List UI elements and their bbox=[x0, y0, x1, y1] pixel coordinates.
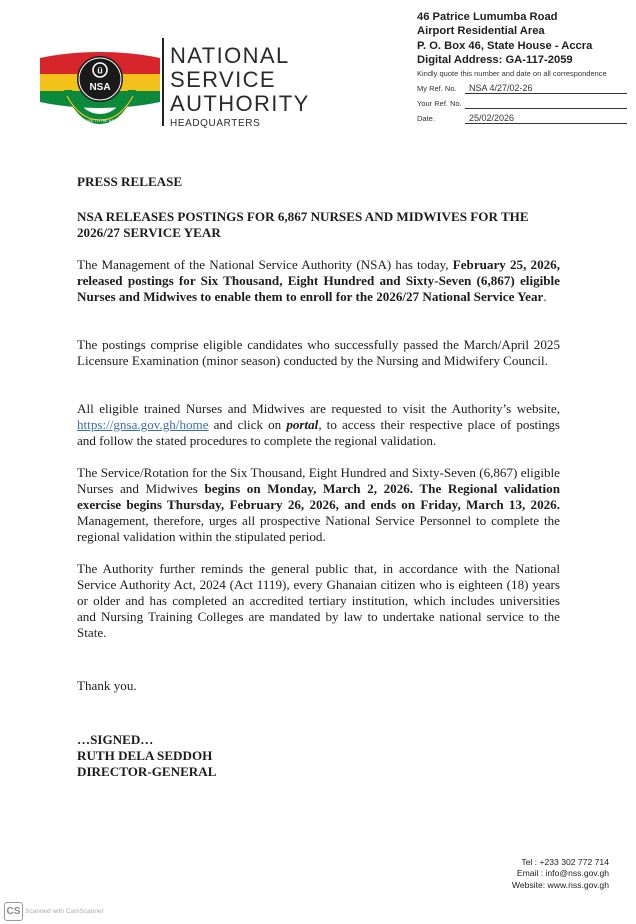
address-line: 46 Patrice Lumumba Road bbox=[417, 11, 558, 23]
closing bbox=[77, 678, 560, 694]
date-label: Date. bbox=[417, 114, 435, 123]
your-ref-field bbox=[417, 99, 467, 108]
contact-tel: Tel : +233 302 772 714 bbox=[521, 857, 609, 867]
date-field bbox=[417, 113, 515, 123]
my-ref-value: NSA 4/27/02-26 bbox=[469, 83, 533, 93]
signatory-name: RUTH DELA SEDDOH bbox=[77, 748, 213, 763]
title-line: 2026/27 SERVICE YEAR bbox=[77, 225, 221, 240]
paragraph-5 bbox=[77, 561, 560, 641]
org-name-line: SERVICE bbox=[170, 67, 276, 92]
p5-text: The Authority further reminds the general public that, in accordance with the National Service Authority Act, 2024 (Act 1119), every Ghanaian citizen who is eighteen (18) years or older and has completed an accredited tertiary institution, which includes universities and Nursing Training Colleges are mandated by law to undertake national service to the State. bbox=[77, 561, 560, 640]
paragraph-2 bbox=[77, 337, 560, 369]
my-ref-label: My Ref. No. bbox=[417, 84, 457, 93]
my-ref-field bbox=[417, 83, 533, 93]
p1-bold: February 25, 2026, released postings for Six Thousand, Eight Hundred and Sixty-Seven (6,867) eligible Nurses and Midwives to enable them to enroll for the 2026/27 National Service Year bbox=[77, 257, 560, 304]
scanner-text: Scanned with CamScanner bbox=[25, 908, 104, 915]
quote-note: Kindly quote this number and date on all correspondence bbox=[417, 69, 607, 79]
p2-text: The postings comprise eligible candidates who successfully passed the March/April 2025 Licensure Examination (minor season) conducted by the Nursing and Midwifery Council. bbox=[77, 337, 560, 368]
p4-text: The Service/Rotation for the Six Thousand, Eight Hundred and Sixty-Seven (6,867) eligible Nurses and Midwives bbox=[77, 465, 560, 496]
signed-mark: …SIGNED… bbox=[77, 732, 154, 747]
p3-mid: and click on bbox=[208, 417, 282, 432]
p4-bold: begins on Monday, March 2, 2026. The Regional validation exercise begins Thursday, February 26, 2026, and ends on Friday, March 13, 2026. bbox=[77, 481, 560, 512]
p1-end: . bbox=[543, 289, 547, 304]
logo-ribbon-text: SERVICE TO THE NATION bbox=[78, 119, 122, 123]
release-title bbox=[77, 209, 560, 241]
press-release-heading-block bbox=[77, 174, 560, 190]
date-value: 25/02/2026 bbox=[469, 113, 515, 123]
gnsa-website-link[interactable]: https://gnsa.gov.gh/home bbox=[77, 417, 209, 432]
p3-end: , to access their respective place of postings and follow the stated procedures to complete the regional validation. bbox=[77, 417, 561, 448]
paragraph-1 bbox=[77, 257, 560, 305]
contact-block bbox=[512, 857, 609, 891]
camscanner-icon: CS bbox=[4, 902, 23, 921]
address-line: P. O. Box 46, State House - Accra bbox=[417, 39, 593, 52]
paragraph-3 bbox=[77, 401, 560, 449]
p3-text: All eligible trained Nurses and Midwives are requested to visit the Authority’s website, bbox=[77, 401, 560, 416]
org-name-line: NATIONAL bbox=[170, 43, 290, 68]
paragraph-4 bbox=[77, 465, 560, 545]
nsa-logo bbox=[38, 50, 162, 126]
svg-text:ü: ü bbox=[97, 65, 103, 76]
org-subtitle: HEADQUARTERS bbox=[170, 118, 261, 129]
contact-website: Website: www.nss.gov.gh bbox=[511, 879, 609, 890]
thank-you: Thank you. bbox=[77, 678, 137, 693]
address-block bbox=[417, 10, 629, 78]
press-release-heading: PRESS RELEASE bbox=[77, 174, 183, 189]
your-ref-label: Your Ref. No. bbox=[417, 99, 462, 108]
nsa-emblem-icon bbox=[38, 50, 162, 126]
signatory-position: DIRECTOR-GENERAL bbox=[77, 764, 217, 779]
title-line: NSA RELEASES POSTINGS FOR 6,867 NURSES AND MIDWIVES FOR THE bbox=[77, 209, 529, 224]
address-line: Airport Residential Area bbox=[417, 25, 545, 38]
p1-text: The Management of the National Service Authority (NSA) has today, bbox=[77, 257, 449, 272]
address-line: Digital Address: GA-117-2059 bbox=[417, 53, 573, 66]
org-name-line: AUTHORITY bbox=[170, 91, 310, 116]
p4-end: Management, therefore, urges all prospective National Service Personnel to complete the regional validation within the stipulated period. bbox=[77, 513, 560, 544]
contact-email: Email : info@nss.gov.gh bbox=[516, 868, 609, 879]
signature-block bbox=[77, 732, 560, 780]
portal-word: portal bbox=[286, 417, 319, 432]
logo-emblem-text: NSA bbox=[89, 82, 111, 93]
org-name-block bbox=[170, 44, 310, 129]
header-divider bbox=[162, 38, 164, 126]
